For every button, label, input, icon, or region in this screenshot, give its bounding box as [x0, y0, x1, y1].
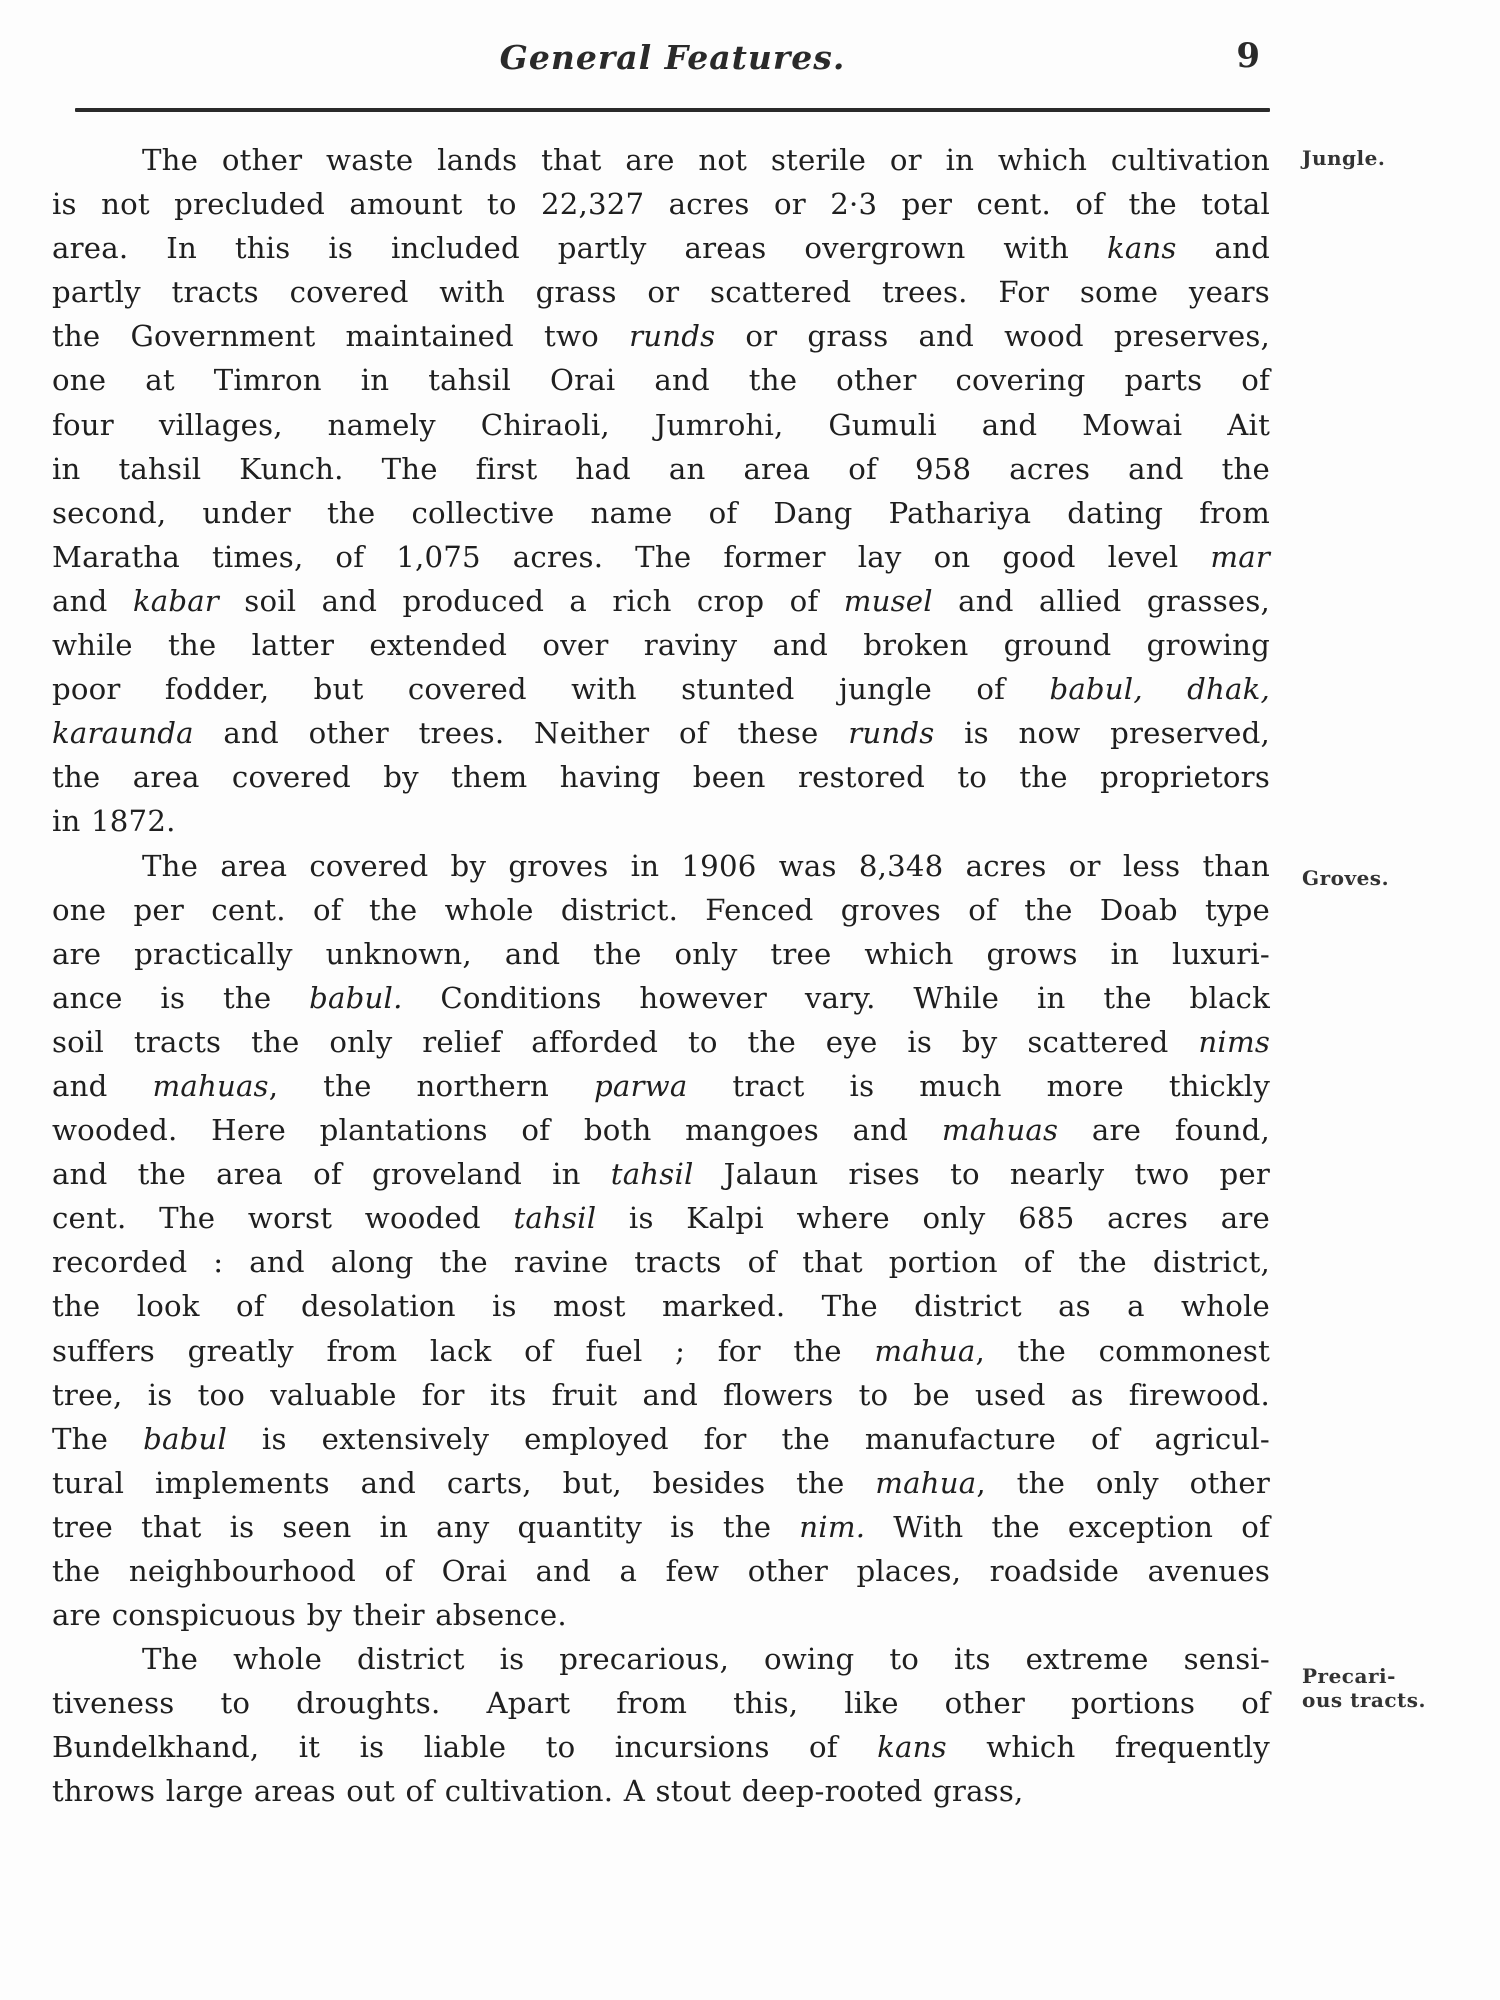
page-number: 9: [1236, 36, 1260, 76]
sidenote-groves: [1302, 866, 1389, 890]
text-line: are conspicuous by their absence.: [52, 1598, 567, 1633]
text-line: tural implements and carts, but, besides the mahua, the only other: [52, 1465, 1270, 1500]
text-line: area. In this is included partly areas overgrown with kans and: [52, 231, 1271, 266]
text-line: and the area of groveland in tahsil Jalaun rises to nearly two per: [52, 1157, 1270, 1192]
paragraph-jungle: [52, 138, 1270, 844]
sidenote-label: Precari-: [1302, 1664, 1396, 1688]
text-line: recorded : and along the ravine tracts of that portion of the district,: [52, 1245, 1270, 1280]
text-line: The babul is extensively employed for the manufacture of agricul-: [52, 1421, 1270, 1456]
text-line: the look of desolation is most marked. The district as a whole: [52, 1289, 1270, 1324]
text-line: tree that is seen in any quantity is the nim. With the exception of: [52, 1509, 1270, 1544]
italic-term: tahsil: [610, 1157, 694, 1192]
italic-term: musel: [843, 583, 933, 618]
text-line: in 1872.: [52, 804, 176, 839]
italic-term: mahuas: [941, 1113, 1059, 1148]
running-title: General Features.: [499, 38, 846, 77]
paragraph-groves: [52, 844, 1270, 1638]
text-line: soil tracts the only relief afforded to the eye is by scattered nims: [52, 1024, 1270, 1059]
paragraph-precarious-tracts: [52, 1637, 1270, 1813]
text-line: The whole district is precarious, owing to its extreme sensi-: [142, 1642, 1270, 1677]
text-line: cent. The worst wooded tahsil is Kalpi where only 685 acres are: [52, 1201, 1270, 1236]
italic-term: tahsil: [513, 1201, 597, 1236]
text-line: and mahuas, the northern parwa tract is much more thickly: [52, 1068, 1271, 1103]
text-line: suffers greatly from lack of fuel ; for the mahua, the commonest: [52, 1333, 1270, 1368]
text-line: throws large areas out of cultivation. A stout deep-rooted grass,: [52, 1774, 1024, 1809]
italic-term: mahua: [875, 1465, 977, 1500]
sidenote-precarious-tracts: [1302, 1664, 1426, 1712]
text-line: the neighbourhood of Orai and a few other places, roadside avenues: [52, 1554, 1270, 1588]
italic-term: runds: [629, 319, 716, 354]
italic-term: babul.: [309, 980, 403, 1015]
italic-term: kans: [877, 1730, 947, 1765]
text-line: partly tracts covered with grass or scattered trees. For some years: [52, 275, 1270, 310]
italic-term: babul, dhak,: [1049, 672, 1270, 707]
text-line: in tahsil Kunch. The first had an area of 958 acres and the: [52, 451, 1270, 486]
sidenote-label: Jungle.: [1302, 146, 1386, 170]
italic-term: mahuas: [152, 1068, 269, 1103]
italic-term: kans: [1106, 231, 1177, 266]
italic-term: mahua: [874, 1333, 976, 1368]
text-line: the area covered by them having been restored to the proprietors: [52, 760, 1270, 795]
text-line: The area covered by groves in 1906 was 8,348 acres or less than: [142, 848, 1270, 883]
sidenote-label: Groves.: [1302, 866, 1390, 890]
text-line: second, under the collective name of Dang Pathariya dating from: [52, 495, 1270, 530]
italic-term: nim.: [799, 1509, 866, 1544]
text-line: poor fodder, but covered with stunted jungle of babul, dhak,: [52, 672, 1270, 707]
text-line: four villages, namely Chiraoli, Jumrohi, Gumuli and Mowai Ait: [52, 407, 1270, 442]
text-line: karaunda and other trees. Neither of these runds is now preserved,: [52, 716, 1270, 751]
header-rule: [75, 108, 1270, 112]
italic-term: babul: [143, 1421, 227, 1456]
text-line: is not precluded amount to 22,327 acres or 2·3 per cent. of the total: [52, 187, 1270, 222]
text-line: wooded. Here plantations of both mangoes and mahuas are found,: [52, 1113, 1270, 1148]
italic-term: mar: [1210, 539, 1270, 574]
text-line: ance is the babul. Conditions however vary. While in the black: [52, 980, 1270, 1015]
italic-term: kabar: [132, 583, 219, 618]
text-line: The other waste lands that are not sterile or in which cultivation: [142, 143, 1270, 177]
italic-term: runds: [848, 716, 935, 751]
text-line: and kabar soil and produced a rich crop of musel and allied grasses,: [52, 583, 1270, 618]
text-line: one at Timron in tahsil Orai and the other covering parts of: [52, 363, 1270, 398]
italic-term: nims: [1198, 1024, 1270, 1059]
text-line: Bundelkhand, it is liable to incursions of kans which frequently: [52, 1730, 1270, 1765]
text-line: Maratha times, of 1,075 acres. The former lay on good level mar: [52, 539, 1270, 574]
sidenote-label-continued: ous tracts.: [1302, 1688, 1426, 1712]
text-line: while the latter extended over raviny and broken ground growing: [52, 628, 1270, 663]
body-text: [52, 138, 1270, 1814]
italic-term: karaunda: [52, 716, 194, 751]
text-line: are practically unknown, and the only tree which grows in luxuri-: [52, 936, 1270, 971]
text-line: tree, is too valuable for its fruit and flowers to be used as firewood.: [52, 1377, 1270, 1412]
text-line: the Government maintained two runds or grass and wood preserves,: [52, 319, 1270, 354]
running-head: [75, 30, 1270, 90]
italic-term: parwa: [594, 1068, 688, 1103]
sidenote-jungle: [1302, 146, 1385, 170]
text-line: one per cent. of the whole district. Fenced groves of the Doab type: [52, 892, 1270, 927]
text-line: tiveness to droughts. Apart from this, like other portions of: [52, 1686, 1270, 1721]
